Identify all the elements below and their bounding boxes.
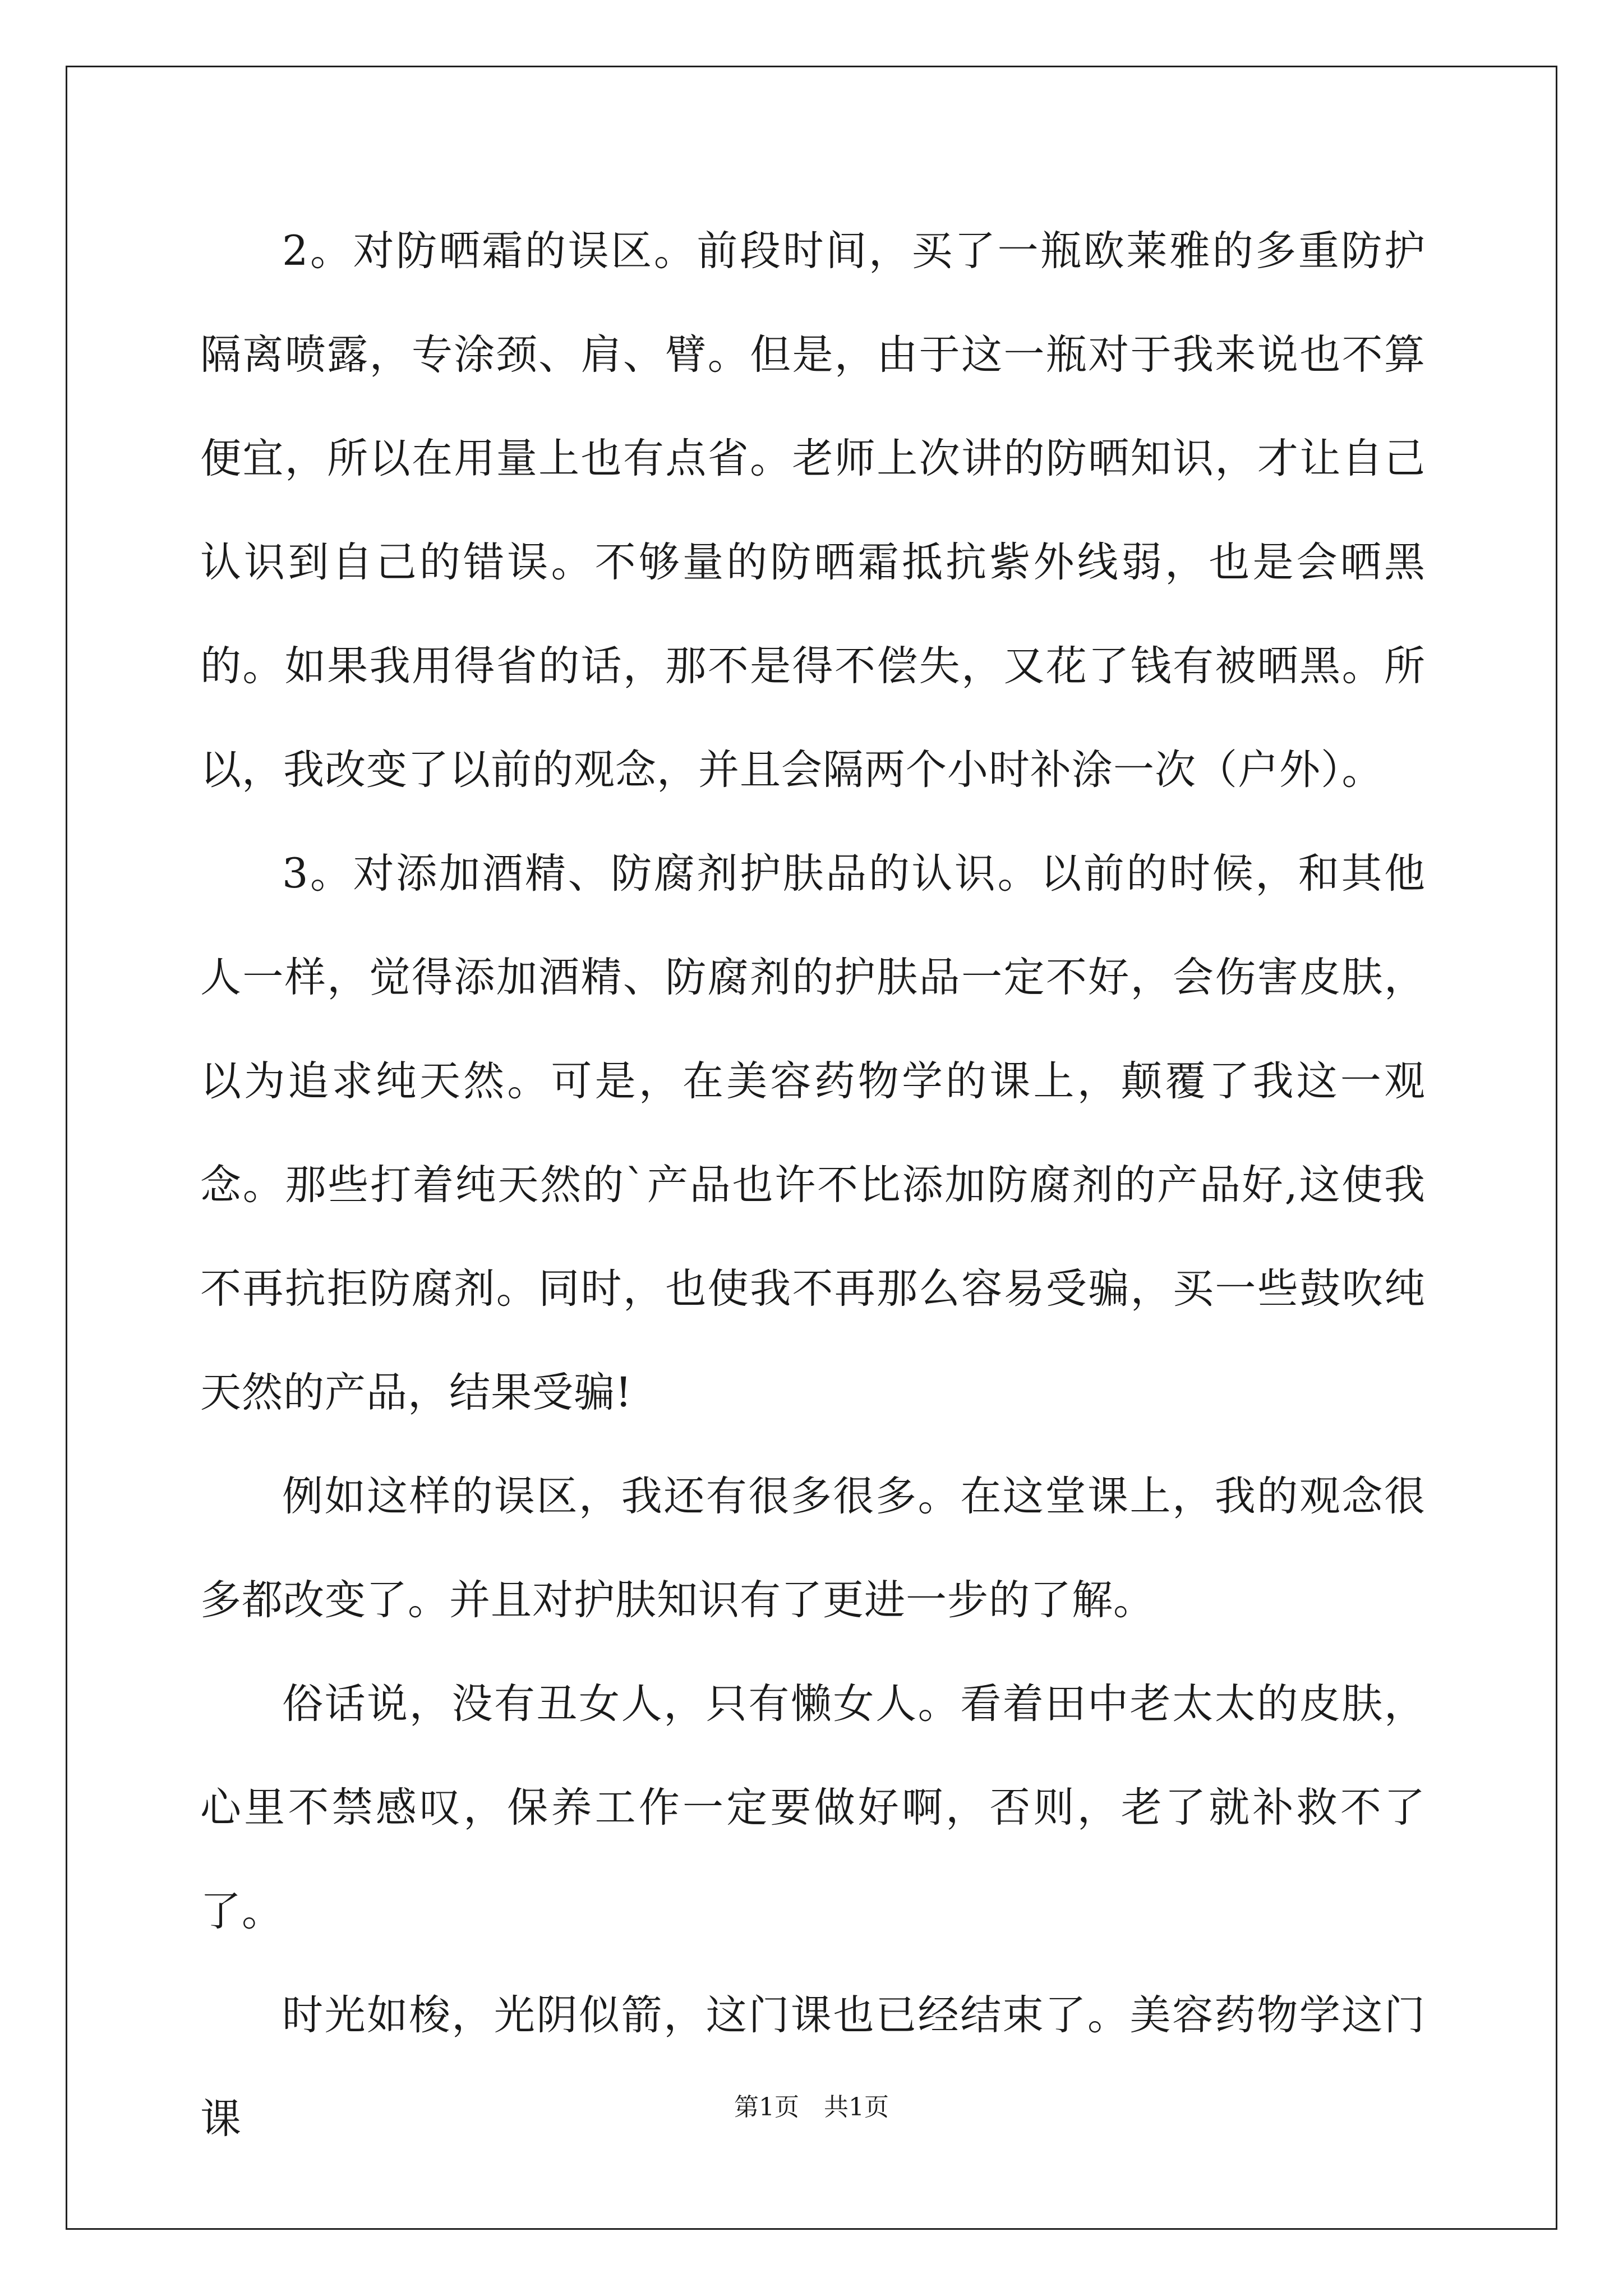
paragraph-preservatives: 3。对添加酒精、防腐剂护肤品的认识。以前的时候，和其他人一样，觉得添加酒精、防腐剂的护肤品一定不好，会伤害皮肤，以为追求纯天然。可是，在美容药物学的课上，颠覆了我这一观念。那些打着纯天然的`产品也许不比添加防腐剂的产品好,这使我不再抗拒防腐剂。同时，也使我不再那么容易受骗，买一些鼓吹纯天然的产品，结果受骗!: [200, 850, 1426, 1416]
document-body: [200, 199, 1426, 2171]
paragraph-sunscreen-misconception: 2。对防晒霜的误区。前段时间，买了一瓶欧莱雅的多重防护隔离喷露，专涂颈、肩、臂。但是，由于这一瓶对于我来说也不算便宜，所以在用量上也有点省。老师上次讲的防晒知识，才让自己认识到自己的错误。不够量的防晒霜抵抗紫外线弱，也是会晒黑的。如果我用得省的话，那不是得不偿失，又花了钱有被晒黑。所以，我改变了以前的观念，并且会隔两个小时补涂一次（户外）。: [200, 227, 1426, 794]
page-footer: [0, 2091, 1623, 2124]
page-number-total: 共1页: [824, 2093, 889, 2122]
paragraph-many-misconceptions: 例如这样的误区，我还有很多很多。在这堂课上，我的观念很多都改变了。并且对护肤知识有了更进一步的了解。: [200, 1473, 1426, 1624]
page-number-current: 第1页: [734, 2093, 799, 2122]
paragraph-time-flies: 时光如梭，光阴似箭，这门课也已经结束了。美容药物学这门课: [200, 1991, 1426, 2143]
paragraph-proverb: 俗话说，没有丑女人，只有懒女人。看着田中老太太的皮肤，心里不禁感叹，保养工作一定要做好啊，否则，老了就补救不了了。: [200, 1680, 1426, 1935]
